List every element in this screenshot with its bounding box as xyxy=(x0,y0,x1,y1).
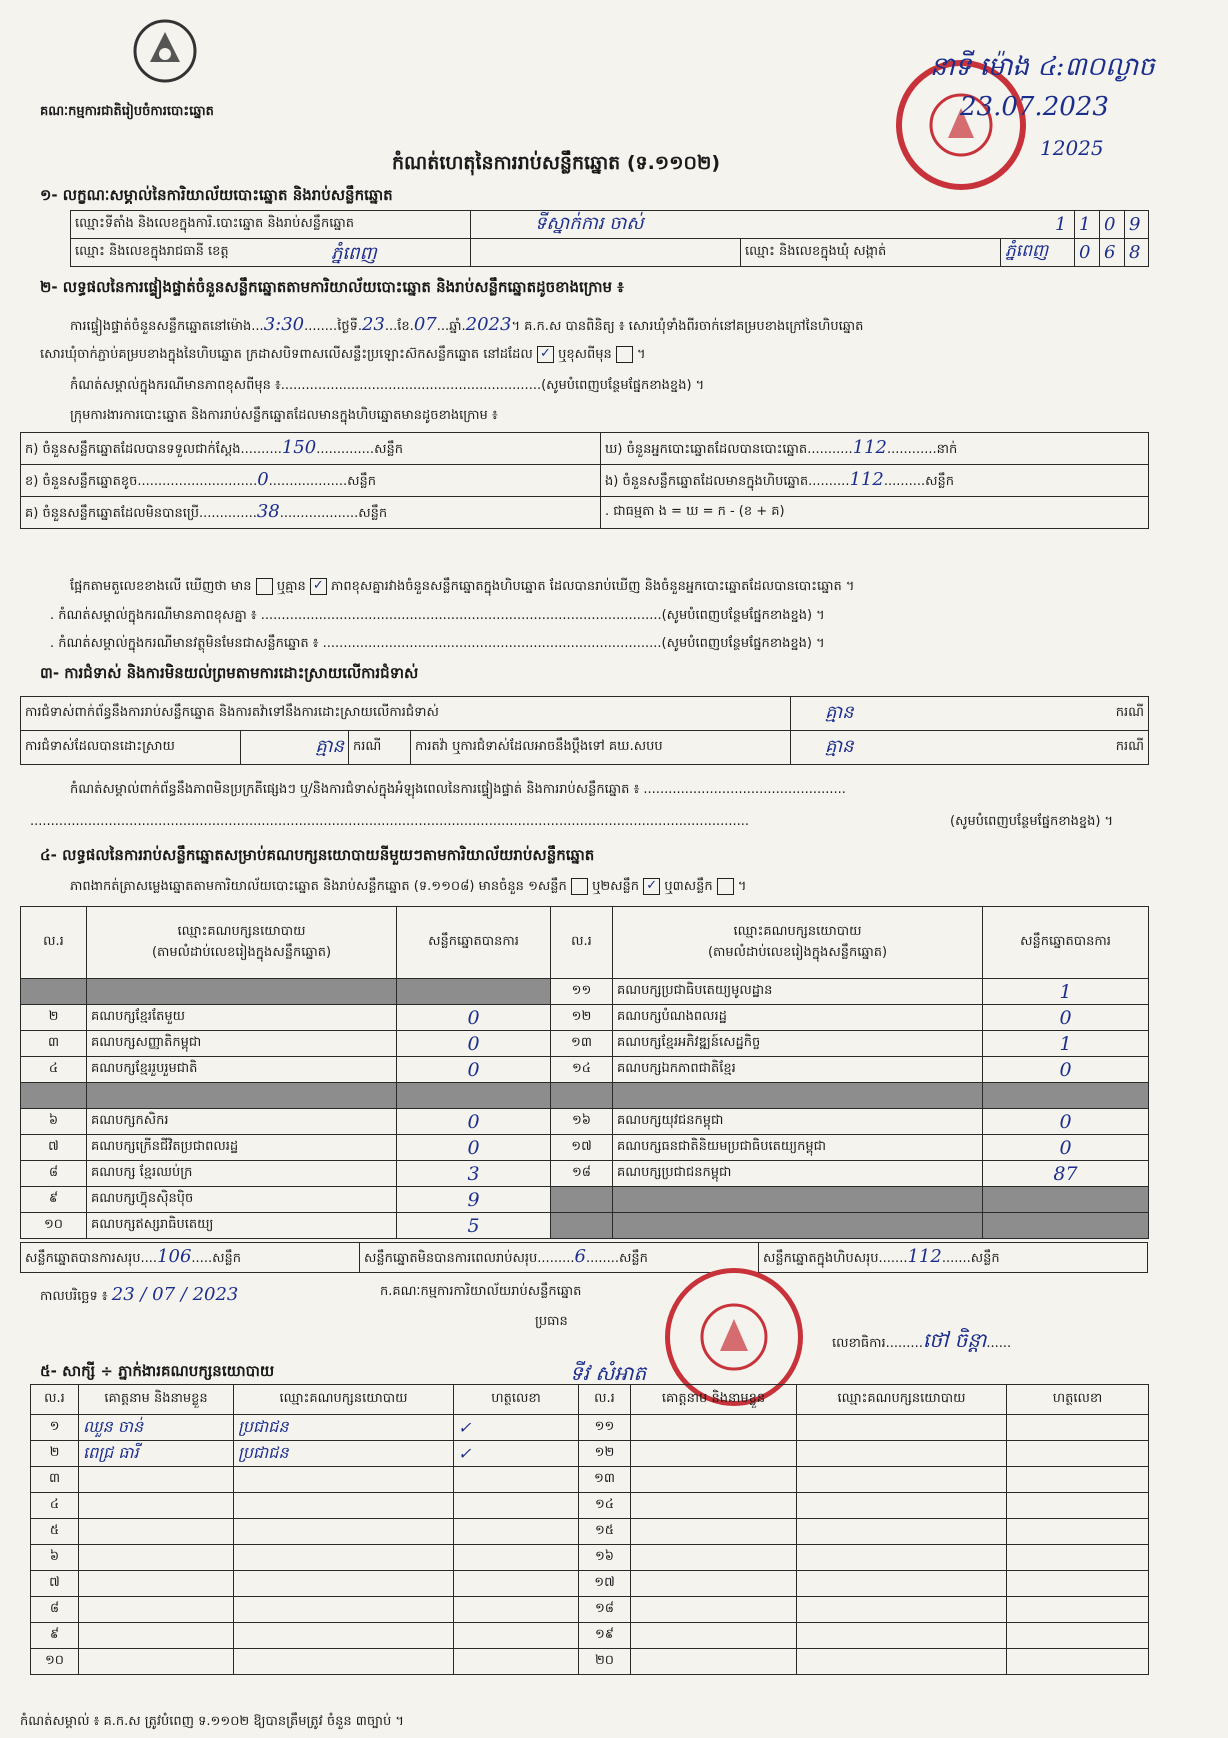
party-number: ១០ xyxy=(21,1213,87,1239)
party-number: ៣ xyxy=(21,1031,87,1057)
commune-value: ភ្នំពេញ xyxy=(1005,241,1049,261)
ballots-unused-value: 38 xyxy=(256,501,280,522)
ballots-spoiled-label: ខ) ចំនួនសន្លឹកឆ្នោតខូច xyxy=(25,474,138,489)
party-number: ៩ xyxy=(21,1187,87,1213)
party-name: គណបក្ស ខ្មែរឈប់ក្រ xyxy=(87,1161,397,1187)
party-name xyxy=(613,1213,983,1239)
witness-party xyxy=(234,1649,454,1675)
section-5-heading: ៥- សាក្សី ÷ ភ្នាក់ងារគណបក្សនយោបាយ xyxy=(40,1362,275,1380)
witness-name xyxy=(631,1467,797,1493)
one-sheet-checkbox[interactable] xyxy=(571,878,588,895)
witness-name xyxy=(631,1623,797,1649)
total-invalid-label: សន្លឹកឆ្នោតមិនបានការពេលរាប់សរុប xyxy=(364,1251,538,1266)
witness-number: ១៥ xyxy=(579,1519,631,1545)
party-votes: 3 xyxy=(397,1161,551,1187)
witness-party xyxy=(797,1441,1007,1467)
party-number xyxy=(551,1187,613,1213)
party-votes: 0 xyxy=(397,1057,551,1083)
commune-label: ឈ្មោះ និងលេខក្នុងឃុំ សង្កាត់ xyxy=(741,239,1001,267)
two-sheets-checkbox[interactable]: ✓ xyxy=(643,878,660,895)
witness-party: ប្រជាជន xyxy=(234,1441,454,1467)
ballots-received-value: 150 xyxy=(281,437,317,458)
party-row xyxy=(21,1135,1149,1161)
location-name-value: ទីស្នាក់ការ ចាស់ xyxy=(535,213,644,234)
witness-number: ១៩ xyxy=(579,1623,631,1649)
appeal-label: ការតវ៉ា ឬការជំទាស់ដែលអាចនឹងប្ដឹងទៅ គឃ.សបប xyxy=(411,731,791,765)
section-1-heading: ១- លក្ខណៈសម្គាល់នៃការិយាល័យបោះឆ្នោត និងរាប់សន្លឹកឆ្នោត xyxy=(40,186,393,204)
ballots-spoiled-value: 0 xyxy=(257,469,269,490)
three-sheets-checkbox[interactable] xyxy=(717,878,734,895)
party-number: ២ xyxy=(21,1005,87,1031)
month-value: 07 xyxy=(413,314,437,335)
section-2-heading: ២- លទ្ធផលនៃការផ្ទៀងផ្ទាត់ចំនួនសន្លឹកឆ្នោតតាមការិយាល័យបោះឆ្នោត និងរាប់សន្លឹកឆ្នោតដូចខាងក្រោម ៖ xyxy=(40,278,624,296)
secretary-label: លេខាធិការ.........ថៅ ចិន្តា...... xyxy=(832,1328,1012,1352)
witness-number: ២០ xyxy=(579,1649,631,1675)
irregularity-note-end: (សូមបំពេញបន្ថែមផ្នែកខាងខ្នង) ។ xyxy=(950,814,1114,829)
party-number: ១៤ xyxy=(551,1057,613,1083)
party-number: ៦ xyxy=(21,1109,87,1135)
witness-signature xyxy=(1007,1597,1149,1623)
total-box-value: 112 xyxy=(907,1246,942,1267)
party-row xyxy=(21,1109,1149,1135)
witness-number: ១ xyxy=(31,1415,79,1441)
witness-number: ៣ xyxy=(31,1467,79,1493)
witness-party: ប្រជាជន xyxy=(234,1415,454,1441)
date-value: 23 / 07 / 2023 xyxy=(111,1284,239,1305)
witness-signature xyxy=(1007,1623,1149,1649)
witness-signature xyxy=(454,1467,579,1493)
total-invalid-value: 6 xyxy=(574,1246,586,1267)
witness-name xyxy=(631,1571,797,1597)
station-digit: 1 xyxy=(1075,211,1100,239)
party-name xyxy=(87,1083,397,1109)
party-name xyxy=(613,1083,983,1109)
witness-party xyxy=(234,1467,454,1493)
party-row xyxy=(21,1057,1149,1083)
witness-number: ១៦ xyxy=(579,1545,631,1571)
tally-sheet-line: ភាពងាកត់ត្រាសម្លេងឆ្នោតតាមការិយាល័យបោះឆ្នោត និងរាប់សន្លឹកឆ្នោត (ទ.១១០៨) មានចំនួន ១សន្លឹក ឬ២សន្លឹក ✓ ឬ៣សន្លឹក ។ xyxy=(70,878,747,894)
witness-party xyxy=(797,1571,1007,1597)
party-number: ១៦ xyxy=(551,1109,613,1135)
witness-signature: ✓ xyxy=(454,1441,579,1467)
party-row xyxy=(21,1187,1149,1213)
province-label: ឈ្មោះ និងលេខក្នុងរាជធានី ខេត្ត xyxy=(75,244,229,259)
party-votes: 9 xyxy=(397,1187,551,1213)
org-name: គណៈកម្មការជាតិរៀបចំការបោះឆ្នោត xyxy=(40,104,214,119)
location-table xyxy=(70,210,1149,267)
day-value: 23 xyxy=(361,314,385,335)
witness-number: ១២ xyxy=(579,1441,631,1467)
witness-number: ១៣ xyxy=(579,1467,631,1493)
party-name: គណបក្សប្រជាធិបតេយ្យមូលដ្ឋាន xyxy=(613,979,983,1005)
province-value: ភ្នំពេញ xyxy=(331,243,377,264)
witness-number: ៦ xyxy=(31,1545,79,1571)
party-name: គណបក្សយុវជនកម្ពុជា xyxy=(613,1109,983,1135)
comparison-line: ផ្អែកតាមតួលេខខាងលើ ឃើញថា មាន ឬគ្មាន ✓ ភាពខុសគ្នារវាងចំនួនសន្លឹកឆ្នោតក្នុងហិបឆ្នោត ដែលបានរាប់ឃើញ និងចំនួនអ្នកបោះឆ្នោតដែលបានបោះឆ្នោត ។ xyxy=(70,578,855,594)
seal-line: សោរឃុំចាក់ភ្ជាប់គម្របខាងក្នុងនៃហិបឆ្នោត ក្រដាសបិទពាសលើសន្លឹះប្រឡោះស៊កសន្លឹកឆ្នោត នៅដដែល ✓ ឬខុសពីមុន ។ xyxy=(40,346,646,362)
party-name xyxy=(87,979,397,1005)
section-4-heading: ៤- លទ្ធផលនៃការរាប់សន្លឹកឆ្នោតសម្រាប់គណបក្សនយោបាយនីមួយៗតាមការិយាល័យរាប់សន្លឹកឆ្នោត xyxy=(40,846,595,864)
witness-name xyxy=(79,1519,234,1545)
party-name: គណបក្សឯកភាពជាតិខ្មែរ xyxy=(613,1057,983,1083)
witness-row xyxy=(31,1623,1149,1649)
changed-checkbox[interactable] xyxy=(616,346,633,363)
unchanged-checkbox[interactable]: ✓ xyxy=(537,346,554,363)
party-results-table: ល.រ ឈ្មោះគណបក្សនយោបាយ (តាមលំដាប់លេខរៀងក្នុងសន្លឹកឆ្នោត) សន្លឹកឆ្នោតបានការ ល.រ ឈ្មោះគណបក្សនយោបាយ (តាមលំដាប់លេខរៀងក្នុងសន្លឹកឆ្នោត) សន្លឹកឆ្នោតបានការ ១១ គណបក្សប្រជាធិបតេយ្យមូលដ្ឋាន 1 ២ គណបក្សខ្មែរតែមួយ 0 ១២ គណបក្សបំណងពលរដ្ឋ 0 ៣ គណបក្សសញ្ញាតិកម្ពុជា 0 ១៣ គណបក្សខ្មែរអភិវឌ្ឍន៍សេដ្ឋកិច្ច 1 ៤ គណបក្សខ្មែររួបរួមជាតិ 0 ១៤ គណបក្សឯកភាពជាតិខ្មែរ 0 ៦ គណបក្សកសិករ 0 ១៦ គណបក្សយុវជនកម្ពុជា 0 ៧ គណបក្សក្រើនជីវិតប្រជាពលរដ្ឋ 0 ១៧ គណបក្សធនជាតិនិយមប្រជាធិបតេយ្យកម្ពុជា 0 ៨ គណបក្ស ខ្មែរឈប់ក្រ 3 ១៨ គណបក្សប្រជាជនកម្ពុជា 87 ៩ គណបក្សហ៊្វុនស៊ិនប៉ិច 9 ១០ គណបក្សឥស្សរាធិបតេយ្យ 5 xyxy=(20,906,1149,1239)
witness-signature xyxy=(1007,1493,1149,1519)
committee-label: ក.គណៈកម្មការការិយាល័យរាប់សន្លឹកឆ្នោត xyxy=(380,1284,582,1299)
witness-row xyxy=(31,1467,1149,1493)
witness-party xyxy=(234,1571,454,1597)
resolved-label: ការជំទាស់ដែលបានដោះស្រាយ xyxy=(21,731,241,765)
witness-name xyxy=(631,1545,797,1571)
party-number xyxy=(21,979,87,1005)
witness-party xyxy=(234,1597,454,1623)
witness-signature xyxy=(454,1597,579,1623)
has-difference-checkbox[interactable] xyxy=(256,578,273,595)
witness-row xyxy=(31,1493,1149,1519)
witness-number: ១៤ xyxy=(579,1493,631,1519)
witness-party xyxy=(797,1597,1007,1623)
witness-row xyxy=(31,1649,1149,1675)
witness-row xyxy=(31,1545,1149,1571)
party-number: ១២ xyxy=(551,1005,613,1031)
witness-name xyxy=(79,1545,234,1571)
party-votes: 0 xyxy=(983,1135,1149,1161)
witness-signature xyxy=(1007,1415,1149,1441)
party-row xyxy=(21,979,1149,1005)
party-votes: 87 xyxy=(983,1161,1149,1187)
difference-note: . កំណត់សម្គាល់ក្នុងករណីមានភាពខុសគ្នា ៖ .................................................................................................(សូមបំពេញបន្ថែមផ្នែកខាងខ្នង) ។ xyxy=(50,608,825,623)
party-row xyxy=(21,1213,1149,1239)
witness-signature xyxy=(454,1493,579,1519)
national-emblem-icon xyxy=(132,18,198,84)
party-name: គណបក្សបំណងពលរដ្ឋ xyxy=(613,1005,983,1031)
witness-name xyxy=(631,1441,797,1467)
party-number: ១៣ xyxy=(551,1031,613,1057)
party-number: ៧ xyxy=(21,1135,87,1161)
witness-number: ៥ xyxy=(31,1519,79,1545)
witness-name xyxy=(79,1623,234,1649)
location-name-label: ឈ្មោះទីតាំង និងលេខក្នុងការិ.បោះឆ្នោត និងរាប់សន្លឹកឆ្នោត xyxy=(71,211,471,239)
commune-digit: 6 xyxy=(1100,239,1125,267)
party-number: ១៧ xyxy=(551,1135,613,1161)
voters-voted-value: 112 xyxy=(852,437,888,458)
date-line: កាលបរិច្ឆេទ ៖ 23 / 07 / 2023 xyxy=(40,1284,239,1305)
party-name: គណបក្សក្រើនជីវិតប្រជាពលរដ្ឋ xyxy=(87,1135,397,1161)
witness-signature xyxy=(1007,1441,1149,1467)
party-number: ៨ xyxy=(21,1161,87,1187)
ballots-unused-label: គ) ចំនួនសន្លឹកឆ្នោតដែលមិនបានប្រើ xyxy=(25,506,199,521)
total-box-label: សន្លឹកឆ្នោតក្នុងហិបសរុប xyxy=(763,1251,879,1266)
witness-signature xyxy=(1007,1649,1149,1675)
witness-name xyxy=(631,1493,797,1519)
witness-name xyxy=(631,1415,797,1441)
witness-party xyxy=(797,1545,1007,1571)
party-name: គណបក្សកសិករ xyxy=(87,1109,397,1135)
witness-name xyxy=(79,1493,234,1519)
witness-row xyxy=(31,1597,1149,1623)
party-name: គណបក្សខ្មែររួបរួមជាតិ xyxy=(87,1057,397,1083)
commune-digit: 8 xyxy=(1125,239,1149,267)
party-name: គណបក្សសញ្ញាតិកម្ពុជា xyxy=(87,1031,397,1057)
witness-number: ១១ xyxy=(579,1415,631,1441)
voters-voted-label: ឃ) ចំនួនអ្នកបោះឆ្នោតដែលបានបោះឆ្នោត xyxy=(605,442,808,457)
party-votes xyxy=(983,1187,1149,1213)
party-votes xyxy=(397,979,551,1005)
witness-number: ៨ xyxy=(31,1597,79,1623)
chair-label: ប្រធាន xyxy=(535,1314,568,1329)
party-number xyxy=(551,1083,613,1109)
party-votes xyxy=(983,1213,1149,1239)
party-number: ១១ xyxy=(551,979,613,1005)
total-valid-value: 106 xyxy=(157,1246,192,1267)
witness-signature: ✓ xyxy=(454,1415,579,1441)
witness-party xyxy=(797,1467,1007,1493)
witness-row xyxy=(31,1415,1149,1441)
ballots-in-box-label: ង) ចំនួនសន្លឹកឆ្នោតដែលមានក្នុងហិបឆ្នោត xyxy=(605,474,809,489)
witness-number: ៤ xyxy=(31,1493,79,1519)
witness-name xyxy=(631,1597,797,1623)
party-name: គណបក្សខ្មែរអភិវឌ្ឍន៍សេដ្ឋកិច្ច xyxy=(613,1031,983,1057)
change-note-line: កំណត់សម្គាល់ក្នុងករណីមានភាពខុសពីមុន ៖...............................................................(សូមបំពេញបន្ថែមផ្នែកខាងខ្នង) ។ xyxy=(70,378,705,393)
witness-signature xyxy=(1007,1571,1149,1597)
form-title: កំណត់ហេតុនៃការរាប់សន្លឹកឆ្នោត (ទ.១១០២) xyxy=(392,152,721,174)
party-votes: 0 xyxy=(397,1135,551,1161)
party-name xyxy=(613,1187,983,1213)
witness-row xyxy=(31,1571,1149,1597)
ballot-count-table: ក) ចំនួនសន្លឹកឆ្នោតដែលបានទទួលជាក់ស្តែង..........150..............សន្លឹក ឃ) ចំនួនអ្នកបោះឆ្នោតដែលបានបោះឆ្នោត...........112............នាក់ ខ) ចំនួនសន្លឹកឆ្នោតខូច.............................0...................សន្លឹក ង) ចំនួនសន្លឹកឆ្នោតដែលមានក្នុងហិបឆ្នោត..........112..........សន្លឹក គ) ចំនួនសន្លឹកឆ្នោតដែលមិនបានប្រើ..............38...................សន្លឹក . ជាធម្មតា ង = ឃ = ក - (ខ + គ) xyxy=(20,432,1149,529)
party-votes: 1 xyxy=(983,979,1149,1005)
totals-table: សន្លឹកឆ្នោតបានការសរុប....106.....សន្លឹក សន្លឹកឆ្នោតមិនបានការពេលរាប់សរុប.........6........សន្លឹក សន្លឹកឆ្នោតក្នុងហិបសរុប.......112.......សន្លឹក xyxy=(20,1242,1148,1273)
chair-name: ទីវ សំអាត xyxy=(570,1361,647,1385)
witness-name xyxy=(79,1597,234,1623)
witness-number: ៧ xyxy=(31,1571,79,1597)
party-number: ១៨ xyxy=(551,1161,613,1187)
ballots-in-box-value: 112 xyxy=(849,469,884,490)
witness-number: ២ xyxy=(31,1441,79,1467)
objection-count-label: ការជំទាស់ពាក់ព័ន្ធនឹងការរាប់សន្លឹកឆ្នោត និងការតវ៉ាទៅនឹងការដោះស្រាយលើការជំទាស់ xyxy=(21,697,791,731)
party-votes xyxy=(397,1083,551,1109)
verification-line: ការផ្ទៀងផ្ទាត់ចំនួនសន្លឹកឆ្នោតនៅម៉ោង...3:30........ថ្ងៃទី.23...ខែ.07...ឆ្នាំ.2023។ គ.ក.ស បានពិនិត្យ ៖ សោរឃុំទាំងពីរចាក់នៅគម្របខាងក្រៅនៃហិបឆ្នោត xyxy=(70,314,864,335)
no-difference-checkbox[interactable]: ✓ xyxy=(310,578,327,595)
station-digit-first: 1 xyxy=(1055,214,1067,235)
party-number: ៤ xyxy=(21,1057,87,1083)
witness-signature xyxy=(1007,1519,1149,1545)
witness-party xyxy=(797,1415,1007,1441)
witness-party xyxy=(797,1623,1007,1649)
party-row xyxy=(21,1161,1149,1187)
party-name: គណបក្សខ្មែរតែមួយ xyxy=(87,1005,397,1031)
party-name: គណបក្សប្រជាជនកម្ពុជា xyxy=(613,1161,983,1187)
station-digit: 0 xyxy=(1100,211,1125,239)
witness-name xyxy=(79,1467,234,1493)
objection-count-value: គ្មាន xyxy=(825,702,854,723)
appeal-value: គ្មាន xyxy=(825,736,854,757)
footer-note: កំណត់សម្គាល់ ៖ គ.ក.ស ត្រូវបំពេញ ទ.១១០២ ឱ្យបានត្រឹមត្រូវ ចំនួន ៣ច្បាប់ ។ xyxy=(20,1714,404,1729)
party-votes xyxy=(983,1083,1149,1109)
witness-number: ៩ xyxy=(31,1623,79,1649)
witness-name xyxy=(79,1571,234,1597)
party-votes: 0 xyxy=(397,1109,551,1135)
party-votes: 5 xyxy=(397,1213,551,1239)
witness-signature xyxy=(454,1545,579,1571)
witness-signature xyxy=(1007,1467,1149,1493)
witness-name: ឈួន ចាន់ xyxy=(79,1415,234,1441)
secretary-name: ថៅ ចិន្តា xyxy=(922,1328,987,1352)
witness-party xyxy=(797,1649,1007,1675)
witness-signature xyxy=(454,1649,579,1675)
witness-number: ១៨ xyxy=(579,1597,631,1623)
witness-party xyxy=(234,1519,454,1545)
party-name: គណបក្សឥស្សរាធិបតេយ្យ xyxy=(87,1213,397,1239)
party-number xyxy=(551,1213,613,1239)
party-votes: 0 xyxy=(397,1005,551,1031)
witness-signature xyxy=(1007,1545,1149,1571)
witness-number: ១៧ xyxy=(579,1571,631,1597)
stamp-handwritten-time: នាទី ម៉ោង ៤:៣០ល្ងាច xyxy=(930,52,1155,82)
witness-row xyxy=(31,1441,1149,1467)
witness-party xyxy=(234,1623,454,1649)
witness-table: ល.រ គោត្តនាម និងនាមខ្លួន ឈ្មោះគណបក្សនយោបាយ ហត្ថលេខា ល.រ គោត្តនាម និងនាមខ្លួន ឈ្មោះគណបក្សនយោបាយ ហត្ថលេខា ១ ឈួន ចាន់ ប្រជាជន ✓ ១១ ២ ពេជ្រ ធារី ប្រជាជន ✓ ១២ ៣ ១៣ ៤ ១៤ ៥ ១៥ ៦ ១៦ ៧ ១៧ ៨ ១៨ ៩ ១៩ ១០ ២០ xyxy=(30,1384,1149,1675)
party-row xyxy=(21,1083,1149,1109)
stamp-handwritten-number: 12025 xyxy=(1040,136,1104,160)
witness-name xyxy=(79,1649,234,1675)
witness-party xyxy=(234,1493,454,1519)
section-3-heading: ៣- ការជំទាស់ និងការមិនយល់ព្រមតាមការដោះស្រាយលើការជំទាស់ xyxy=(40,664,419,682)
witness-name xyxy=(631,1519,797,1545)
irregularity-note-dots: .............................................................................................................................................................................. xyxy=(30,814,750,829)
objection-table: ការជំទាស់ពាក់ព័ន្ធនឹងការរាប់សន្លឹកឆ្នោត និងការតវ៉ាទៅនឹងការដោះស្រាយលើការជំទាស់ គ្មាន ករណី ការជំទាស់ដែលបានដោះស្រាយ គ្មាន ករណី ការតវ៉ា ឬការជំទាស់ដែលអាចនឹងប្ដឹងទៅ គឃ.សបប គ្មាន ករណី xyxy=(20,696,1149,765)
witness-signature xyxy=(454,1519,579,1545)
party-number xyxy=(21,1083,87,1109)
resolved-value: គ្មាន xyxy=(315,736,344,757)
party-row xyxy=(21,1031,1149,1057)
witness-number: ១០ xyxy=(31,1649,79,1675)
witness-party xyxy=(234,1545,454,1571)
witness-name: ពេជ្រ ធារី xyxy=(79,1441,234,1467)
party-votes: 1 xyxy=(983,1031,1149,1057)
witness-signature xyxy=(454,1571,579,1597)
witness-row xyxy=(31,1519,1149,1545)
party-name: គណបក្សធនជាតិនិយមប្រជាធិបតេយ្យកម្ពុជា xyxy=(613,1135,983,1161)
witness-party xyxy=(797,1519,1007,1545)
commune-digit: 0 xyxy=(1075,239,1100,267)
witness-signature xyxy=(454,1623,579,1649)
party-row xyxy=(21,1005,1149,1031)
station-digit: 9 xyxy=(1125,211,1149,239)
ballot-intro-line: ក្រុមការងារការបោះឆ្នោត និងការរាប់សន្លឹកឆ្នោតដែលមានក្នុងហិបឆ្នោតមានដូចខាងក្រោម ៖ xyxy=(70,408,498,423)
party-votes: 0 xyxy=(397,1031,551,1057)
total-valid-label: សន្លឹកឆ្នោតបានការសរុប xyxy=(25,1251,141,1266)
stamp-handwritten-date: 23.07.2023 xyxy=(960,92,1109,122)
witness-name xyxy=(631,1649,797,1675)
ballots-received-label: ក) ចំនួនសន្លឹកឆ្នោតដែលបានទទួលជាក់ស្តែង xyxy=(25,442,241,457)
witness-party xyxy=(797,1493,1007,1519)
year-value: 2023 xyxy=(465,314,512,335)
party-name: គណបក្សហ៊្វុនស៊ិនប៉ិច xyxy=(87,1187,397,1213)
party-votes: 0 xyxy=(983,1109,1149,1135)
formula-cell: . ជាធម្មតា ង = ឃ = ក - (ខ + គ) xyxy=(601,497,1149,529)
party-votes: 0 xyxy=(983,1057,1149,1083)
foreign-object-note: . កំណត់សម្គាល់ក្នុងករណីមានវត្ថុមិនមែនជាសន្លឹកឆ្នោត ៖ ..................................................................................(សូមបំពេញបន្ថែមផ្នែកខាងខ្នង) ។ xyxy=(50,636,825,651)
irregularity-note: កំណត់សម្គាល់ពាក់ព័ន្ធនឹងភាពមិនប្រក្រតីផ្សេងៗ ឬ/និងការជំទាស់ក្នុងអំឡុងពេលនៃការផ្ទៀងផ្ទាត់ និងការរាប់សន្លឹកឆ្នោត ៖ ................................................. xyxy=(70,782,846,797)
time-value: 3:30 xyxy=(263,314,305,335)
party-votes: 0 xyxy=(983,1005,1149,1031)
